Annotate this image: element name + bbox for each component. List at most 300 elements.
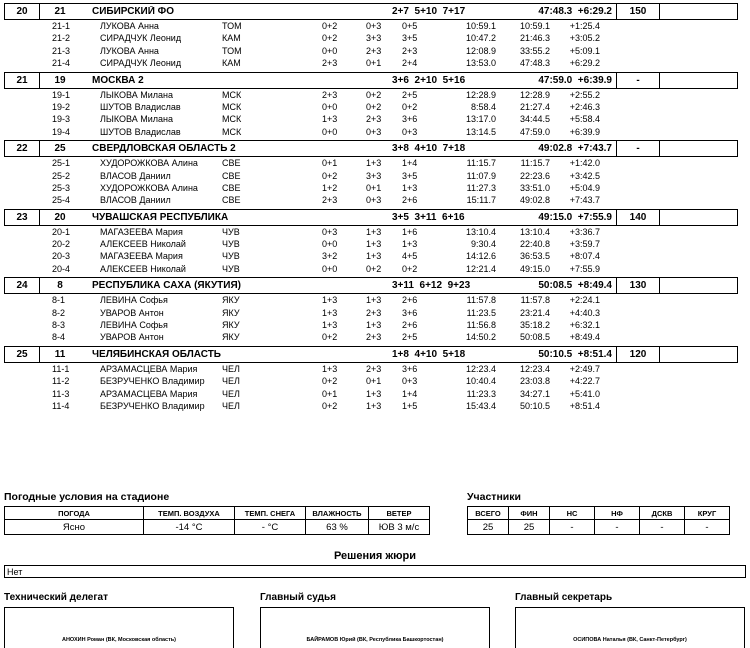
athlete-leg: 25-2 xyxy=(52,170,71,181)
athlete-shooting-total: 0+5 xyxy=(402,21,418,31)
team-points: 140 xyxy=(616,210,660,225)
athlete-list xyxy=(4,226,738,276)
team-points: 130 xyxy=(616,278,660,293)
team-shooting: 3+5 3+11 6+16 xyxy=(392,211,465,223)
athlete-shooting-total: 3+6 xyxy=(402,307,418,318)
team-total-time: 50:08.5 +8:49.4 xyxy=(538,280,612,292)
athlete-behind: +3:36.7 xyxy=(569,226,600,237)
athlete-shooting-total: 4+5 xyxy=(402,251,418,262)
athlete-name: УВАРОВ Антон xyxy=(100,307,164,318)
team-shooting: 2+7 5+10 7+17 xyxy=(392,6,466,17)
team-points: 150 xyxy=(616,4,660,19)
weather-value: ЮВ 3 м/с xyxy=(369,520,430,535)
team-place: 23 xyxy=(16,211,28,223)
athlete-behind: +3:59.7 xyxy=(569,239,600,250)
athlete-behind: +3:05.2 xyxy=(569,33,600,44)
athlete-region: ЧУВ xyxy=(222,251,240,262)
athlete-leg: 11-2 xyxy=(52,376,70,387)
jury-decision: Нет xyxy=(4,565,746,578)
jury-title: Решения жюри xyxy=(333,550,417,562)
weather-table xyxy=(4,506,430,535)
team-name: ЧЕЛЯБИНСКАЯ ОБЛАСТЬ xyxy=(92,348,221,360)
athlete-name: ВЛАСОВ Даниил xyxy=(100,195,171,206)
athlete-region: ЯКУ xyxy=(222,307,240,318)
athlete-total-time: 49:15.0 xyxy=(519,263,550,274)
athlete-region: КАМ xyxy=(222,33,241,44)
athlete-row xyxy=(4,250,738,262)
athlete-shooting-total: 0+2 xyxy=(402,101,418,112)
team-row xyxy=(4,277,738,294)
athlete-total-time: 11:15.7 xyxy=(520,158,550,169)
athlete-region: МСК xyxy=(222,114,242,125)
athlete-shooting-prone: 0+2 xyxy=(322,170,338,181)
athlete-total-time: 36:53.5 xyxy=(519,251,550,262)
athlete-shooting-standing: 0+1 xyxy=(366,376,382,387)
athlete-row xyxy=(4,126,738,138)
athlete-shooting-prone: 0+2 xyxy=(322,376,338,387)
athlete-name: ХУДОРОЖКОВА Алина xyxy=(100,182,198,193)
athlete-shooting-prone: 2+3 xyxy=(322,195,338,206)
athlete-shooting-standing: 0+3 xyxy=(366,126,382,137)
athlete-shooting-total: 2+4 xyxy=(402,58,418,69)
athlete-shooting-prone: 0+3 xyxy=(322,226,338,237)
athlete-shooting-prone: 0+2 xyxy=(322,21,338,31)
athlete-row xyxy=(4,170,738,182)
official-name: АНОХИН Роман (ВК, Московская область) xyxy=(61,637,177,643)
athlete-leg-time: 12:23.4 xyxy=(465,363,496,374)
weather-title: Погодные условия на стадионе xyxy=(4,491,170,503)
weather-value: Ясно xyxy=(5,520,144,535)
athlete-list xyxy=(4,89,738,139)
athlete-list xyxy=(4,20,738,70)
athlete-row xyxy=(4,238,738,250)
athlete-behind: +8:51.4 xyxy=(569,400,600,411)
official-technical-delegate xyxy=(4,592,234,648)
team-bib: 11 xyxy=(39,347,80,362)
participants-header: ВСЕГО xyxy=(468,507,509,520)
athlete-row xyxy=(4,20,738,32)
participants-value: - xyxy=(550,520,595,535)
athlete-shooting-standing: 1+3 xyxy=(366,226,382,237)
athlete-name: АЛЕКСЕЕВ Николай xyxy=(100,263,186,274)
athlete-leg: 25-1 xyxy=(52,158,71,169)
athlete-row xyxy=(4,57,738,69)
athlete-shooting-total: 2+3 xyxy=(402,45,418,56)
athlete-name: МАГАЗЕЕВА Мария xyxy=(100,251,183,262)
athlete-behind: +2:55.2 xyxy=(569,89,600,100)
weather-header: ПОГОДА xyxy=(5,507,144,520)
athlete-behind: +6:29.2 xyxy=(569,58,600,69)
athlete-behind: +1:42.0 xyxy=(569,158,600,169)
athlete-leg: 19-4 xyxy=(52,126,71,137)
athlete-name: ЛУКОВА Анна xyxy=(100,21,159,31)
athlete-shooting-total: 3+5 xyxy=(402,170,418,181)
athlete-name: ВЛАСОВ Даниил xyxy=(100,170,171,181)
athlete-total-time: 10:59.1 xyxy=(519,21,550,31)
athlete-shooting-total: 2+6 xyxy=(402,295,418,306)
team-points: 120 xyxy=(616,347,660,362)
athlete-total-time: 23:21.4 xyxy=(519,307,550,318)
athlete-row xyxy=(4,157,738,169)
team-block xyxy=(4,277,738,344)
athlete-name: ЛЫКОВА Милана xyxy=(100,89,173,100)
athlete-list xyxy=(4,294,738,344)
athlete-row xyxy=(4,307,738,319)
athlete-list xyxy=(4,363,738,413)
athlete-row xyxy=(4,400,738,412)
athlete-name: ШУТОВ Владислав xyxy=(100,101,181,112)
athlete-shooting-prone: 1+3 xyxy=(322,295,338,306)
athlete-leg-time: 11:57.8 xyxy=(466,295,496,306)
athlete-behind: +7:55.9 xyxy=(569,263,600,274)
athlete-region: ЧУВ xyxy=(222,239,240,250)
team-row xyxy=(4,140,738,157)
athlete-behind: +4:40.3 xyxy=(569,307,600,318)
team-row xyxy=(4,346,738,363)
athlete-total-time: 33:55.2 xyxy=(519,45,550,56)
athlete-shooting-standing: 1+3 xyxy=(366,388,382,399)
athlete-shooting-total: 1+4 xyxy=(402,388,418,399)
participants-value: 25 xyxy=(468,520,509,535)
team-shooting: 3+6 2+10 5+16 xyxy=(392,74,466,86)
athlete-region: ТОМ xyxy=(222,45,242,56)
athlete-shooting-total: 1+4 xyxy=(402,158,418,169)
team-name: ЧУВАШСКАЯ РЕСПУБЛИКА xyxy=(92,211,229,223)
athlete-name: СИРАДЧУК Леонид xyxy=(100,58,182,69)
official-title: Главный судья xyxy=(260,592,336,603)
athlete-behind: +8:49.4 xyxy=(569,332,600,343)
athlete-leg: 19-1 xyxy=(52,89,71,100)
team-row xyxy=(4,72,738,89)
athlete-name: ЛЕВИНА Софья xyxy=(100,295,168,306)
participants-value: - xyxy=(685,520,730,535)
athlete-shooting-standing: 0+3 xyxy=(366,195,382,206)
team-bib: 21 xyxy=(39,4,80,19)
athlete-total-time: 50:10.5 xyxy=(519,400,550,411)
athlete-leg-time: 12:21.4 xyxy=(465,263,496,274)
athlete-name: ЛУКОВА Анна xyxy=(100,45,159,56)
athlete-shooting-total: 0+3 xyxy=(402,126,418,137)
athlete-leg-time: 13:17.0 xyxy=(465,114,496,125)
athlete-leg: 19-3 xyxy=(52,114,71,125)
athlete-behind: +2:24.1 xyxy=(569,295,600,306)
official-title: Технический делегат xyxy=(4,592,108,603)
athlete-total-time: 21:46.3 xyxy=(519,33,550,44)
athlete-row xyxy=(4,331,738,343)
athlete-leg-time: 12:08.9 xyxy=(465,45,496,56)
athlete-shooting-standing: 0+1 xyxy=(366,58,382,69)
athlete-behind: +7:43.7 xyxy=(569,195,600,206)
athlete-shooting-prone: 3+2 xyxy=(322,251,338,262)
athlete-leg-time: 11:23.3 xyxy=(466,388,496,399)
athlete-leg: 25-3 xyxy=(52,182,71,193)
official-chief-secretary xyxy=(515,592,745,648)
athlete-name: УВАРОВ Антон xyxy=(100,332,164,343)
athlete-shooting-standing: 3+3 xyxy=(366,170,382,181)
team-total-time: 47:48.3 +6:29.2 xyxy=(538,6,612,17)
athlete-total-time: 47:59.0 xyxy=(519,126,550,137)
athlete-leg-time: 11:15.7 xyxy=(466,158,496,169)
athlete-shooting-standing: 1+3 xyxy=(366,239,382,250)
athlete-leg-time: 11:23.5 xyxy=(466,307,496,318)
athlete-shooting-prone: 0+0 xyxy=(322,263,338,274)
weather-header: ВЕТЕР xyxy=(369,507,430,520)
athlete-shooting-prone: 2+3 xyxy=(322,89,338,100)
athlete-name: ШУТОВ Владислав xyxy=(100,126,181,137)
athlete-leg: 20-4 xyxy=(52,263,71,274)
athlete-leg: 20-1 xyxy=(52,226,71,237)
athlete-leg: 8-2 xyxy=(52,307,66,318)
athlete-shooting-standing: 1+3 xyxy=(366,251,382,262)
results-list xyxy=(4,3,738,414)
athlete-shooting-total: 1+5 xyxy=(402,400,418,411)
athlete-leg: 11-1 xyxy=(52,363,70,374)
athlete-behind: +6:39.9 xyxy=(569,126,600,137)
athlete-shooting-standing: 0+1 xyxy=(366,182,382,193)
athlete-region: ЧУВ xyxy=(222,263,240,274)
athlete-leg-time: 12:28.9 xyxy=(465,89,496,100)
athlete-leg: 8-1 xyxy=(52,295,66,306)
athlete-total-time: 22:40.8 xyxy=(519,239,550,250)
team-bib: 8 xyxy=(39,278,80,293)
athlete-row xyxy=(4,363,738,375)
athlete-row xyxy=(4,294,738,306)
athlete-leg-time: 14:12.6 xyxy=(465,251,496,262)
athlete-region: ЧУВ xyxy=(222,226,240,237)
athlete-shooting-total: 2+6 xyxy=(402,195,418,206)
athlete-shooting-prone: 0+2 xyxy=(322,400,338,411)
athlete-row xyxy=(4,113,738,125)
athlete-region: СВЕ xyxy=(222,182,241,193)
athlete-shooting-total: 2+5 xyxy=(402,332,418,343)
team-place: 22 xyxy=(16,143,28,155)
team-bib: 25 xyxy=(39,141,80,156)
team-place: 20 xyxy=(16,6,28,17)
team-block xyxy=(4,3,738,70)
athlete-region: ЯКУ xyxy=(222,332,240,343)
athlete-total-time: 50:08.5 xyxy=(519,332,550,343)
athlete-leg-time: 13:10.4 xyxy=(465,226,496,237)
participants-value: 25 xyxy=(509,520,550,535)
athlete-leg-time: 11:56.8 xyxy=(466,320,496,331)
athlete-shooting-standing: 2+3 xyxy=(366,363,382,374)
athlete-behind: +8:07.4 xyxy=(569,251,600,262)
athlete-leg-time: 15:43.4 xyxy=(465,400,496,411)
athlete-name: ЛЫКОВА Милана xyxy=(100,114,173,125)
weather-value: -14 °C xyxy=(144,520,235,535)
athlete-shooting-standing: 2+3 xyxy=(366,114,382,125)
athlete-leg: 11-4 xyxy=(52,400,70,411)
athlete-shooting-prone: 1+2 xyxy=(322,182,338,193)
athlete-shooting-prone: 0+0 xyxy=(322,45,338,56)
athlete-name: СИРАДЧУК Леонид xyxy=(100,33,182,44)
team-name: СИБИРСКИЙ ФО xyxy=(92,6,174,17)
athlete-shooting-standing: 1+3 xyxy=(366,295,382,306)
athlete-region: МСК xyxy=(222,126,242,137)
athlete-row xyxy=(4,89,738,101)
participants-value: - xyxy=(640,520,685,535)
athlete-shooting-prone: 2+3 xyxy=(322,58,338,69)
athlete-name: АРЗАМАСЦЕВА Мария xyxy=(100,388,198,399)
athlete-row xyxy=(4,388,738,400)
team-place: 25 xyxy=(16,348,28,360)
official-chief-judge xyxy=(260,592,490,648)
athlete-shooting-prone: 1+3 xyxy=(322,320,338,331)
athlete-behind: +5:41.0 xyxy=(569,388,600,399)
athlete-row xyxy=(4,182,738,194)
team-name: МОСКВА 2 xyxy=(92,74,144,86)
athlete-total-time: 23:03.8 xyxy=(519,376,550,387)
athlete-shooting-standing: 0+2 xyxy=(366,101,382,112)
team-bib: 19 xyxy=(39,73,80,88)
team-block xyxy=(4,140,738,207)
athlete-row xyxy=(4,32,738,44)
athlete-total-time: 34:44.5 xyxy=(519,114,550,125)
athlete-shooting-prone: 1+3 xyxy=(322,307,338,318)
athlete-shooting-prone: 0+1 xyxy=(322,158,338,169)
athlete-shooting-standing: 0+2 xyxy=(366,263,382,274)
athlete-shooting-total: 3+5 xyxy=(402,33,418,44)
athlete-row xyxy=(4,45,738,57)
athlete-name: АРЗАМАСЦЕВА Мария xyxy=(100,363,198,374)
athlete-leg-time: 13:53.0 xyxy=(465,58,496,69)
team-shooting: 3+8 4+10 7+18 xyxy=(392,143,466,155)
athlete-leg-time: 10:40.4 xyxy=(465,376,496,387)
athlete-row xyxy=(4,319,738,331)
athlete-leg: 21-2 xyxy=(52,33,71,44)
participants-header: КРУГ xyxy=(685,507,730,520)
weather-value: - °C xyxy=(235,520,306,535)
athlete-shooting-total: 2+5 xyxy=(402,89,418,100)
athlete-region: ЯКУ xyxy=(222,295,240,306)
team-total-time: 47:59.0 +6:39.9 xyxy=(538,74,612,86)
athlete-name: БЕЗРУЧЕНКО Владимир xyxy=(100,376,205,387)
team-block xyxy=(4,209,738,276)
athlete-leg: 21-4 xyxy=(52,58,71,69)
team-row xyxy=(4,209,738,226)
team-total-time: 49:02.8 +7:43.7 xyxy=(538,143,612,155)
team-name: СВЕРДЛОВСКАЯ ОБЛАСТЬ 2 xyxy=(92,143,236,155)
team-place: 24 xyxy=(16,280,28,292)
athlete-shooting-prone: 0+2 xyxy=(322,33,338,44)
athlete-region: КАМ xyxy=(222,58,241,69)
athlete-leg: 21-3 xyxy=(52,45,71,56)
athlete-leg-time: 8:58.4 xyxy=(470,101,496,112)
athlete-total-time: 35:18.2 xyxy=(519,320,550,331)
athlete-behind: +3:42.5 xyxy=(569,170,600,181)
athlete-total-time: 12:28.9 xyxy=(519,89,550,100)
athlete-row xyxy=(4,263,738,275)
athlete-total-time: 13:10.4 xyxy=(519,226,550,237)
athlete-behind: +2:49.7 xyxy=(569,363,600,374)
athlete-shooting-standing: 3+3 xyxy=(366,33,382,44)
official-name: ОСИПОВА Наталья (ВК, Санкт-Петербург) xyxy=(573,637,687,643)
athlete-region: ТОМ xyxy=(222,21,242,31)
athlete-leg-time: 10:59.1 xyxy=(465,21,496,31)
athlete-shooting-prone: 0+2 xyxy=(322,332,338,343)
participants-header: ФИН xyxy=(509,507,550,520)
official-title: Главный секретарь xyxy=(515,592,613,603)
athlete-region: СВЕ xyxy=(222,170,241,181)
athlete-shooting-total: 1+3 xyxy=(402,239,418,250)
athlete-leg: 11-3 xyxy=(52,388,70,399)
athlete-shooting-total: 1+6 xyxy=(402,226,418,237)
athlete-shooting-standing: 2+3 xyxy=(366,307,382,318)
athlete-row xyxy=(4,194,738,206)
athlete-region: ЧЕЛ xyxy=(222,388,240,399)
athlete-shooting-total: 1+3 xyxy=(402,182,418,193)
athlete-shooting-total: 2+6 xyxy=(402,320,418,331)
participants-table xyxy=(467,506,730,535)
athlete-list xyxy=(4,157,738,207)
athlete-total-time: 34:27.1 xyxy=(519,388,550,399)
weather-header: ТЕМП. СНЕГА xyxy=(235,507,306,520)
participants-header: НФ xyxy=(595,507,640,520)
team-points: - xyxy=(616,141,660,156)
athlete-name: АЛЕКСЕЕВ Николай xyxy=(100,239,186,250)
athlete-total-time: 21:27.4 xyxy=(519,101,550,112)
athlete-region: ЧЕЛ xyxy=(222,400,240,411)
athlete-leg: 20-3 xyxy=(52,251,71,262)
participants-section xyxy=(467,491,730,535)
athlete-shooting-standing: 2+3 xyxy=(366,45,382,56)
athlete-shooting-prone: 0+0 xyxy=(322,126,338,137)
participants-title: Участники xyxy=(467,491,521,503)
athlete-total-time: 49:02.8 xyxy=(519,195,550,206)
athlete-shooting-standing: 1+3 xyxy=(366,158,382,169)
team-row xyxy=(4,3,738,20)
athlete-leg: 8-4 xyxy=(52,332,66,343)
athlete-total-time: 47:48.3 xyxy=(519,58,550,69)
athlete-leg-time: 14:50.2 xyxy=(465,332,496,343)
athlete-shooting-standing: 1+3 xyxy=(366,320,382,331)
team-bib: 20 xyxy=(39,210,80,225)
athlete-name: ЛЕВИНА Софья xyxy=(100,320,168,331)
athlete-row xyxy=(4,375,738,387)
participants-header: ДСКВ xyxy=(640,507,685,520)
athlete-leg-time: 13:14.5 xyxy=(465,126,496,137)
athlete-shooting-standing: 0+2 xyxy=(366,89,382,100)
athlete-total-time: 11:57.8 xyxy=(520,295,550,306)
athlete-region: МСК xyxy=(222,101,242,112)
athlete-leg: 21-1 xyxy=(52,21,71,31)
athlete-shooting-standing: 2+3 xyxy=(366,332,382,343)
athlete-leg-time: 15:11.7 xyxy=(466,195,496,206)
team-shooting: 3+11 6+12 9+23 xyxy=(392,280,471,292)
team-total-time: 49:15.0 +7:55.9 xyxy=(538,211,612,223)
athlete-row xyxy=(4,226,738,238)
athlete-shooting-standing: 0+3 xyxy=(366,21,382,31)
participants-value: - xyxy=(595,520,640,535)
athlete-behind: +6:32.1 xyxy=(569,320,600,331)
team-total-time: 50:10.5 +8:51.4 xyxy=(538,348,612,360)
team-place: 21 xyxy=(16,74,28,86)
athlete-leg-time: 9:30.4 xyxy=(470,239,496,250)
participants-header: НС xyxy=(550,507,595,520)
athlete-total-time: 33:51.0 xyxy=(519,182,550,193)
athlete-row xyxy=(4,101,738,113)
athlete-leg: 20-2 xyxy=(52,239,71,250)
athlete-region: ЧЕЛ xyxy=(222,363,240,374)
athlete-leg: 8-3 xyxy=(52,320,66,331)
athlete-shooting-total: 0+3 xyxy=(402,376,418,387)
athlete-region: СВЕ xyxy=(222,195,241,206)
team-block xyxy=(4,72,738,139)
team-name: РЕСПУБЛИКА САХА (ЯКУТИЯ) xyxy=(92,280,241,292)
athlete-total-time: 12:23.4 xyxy=(519,363,550,374)
athlete-name: БЕЗРУЧЕНКО Владимир xyxy=(100,400,205,411)
athlete-leg-time: 11:27.3 xyxy=(466,182,496,193)
